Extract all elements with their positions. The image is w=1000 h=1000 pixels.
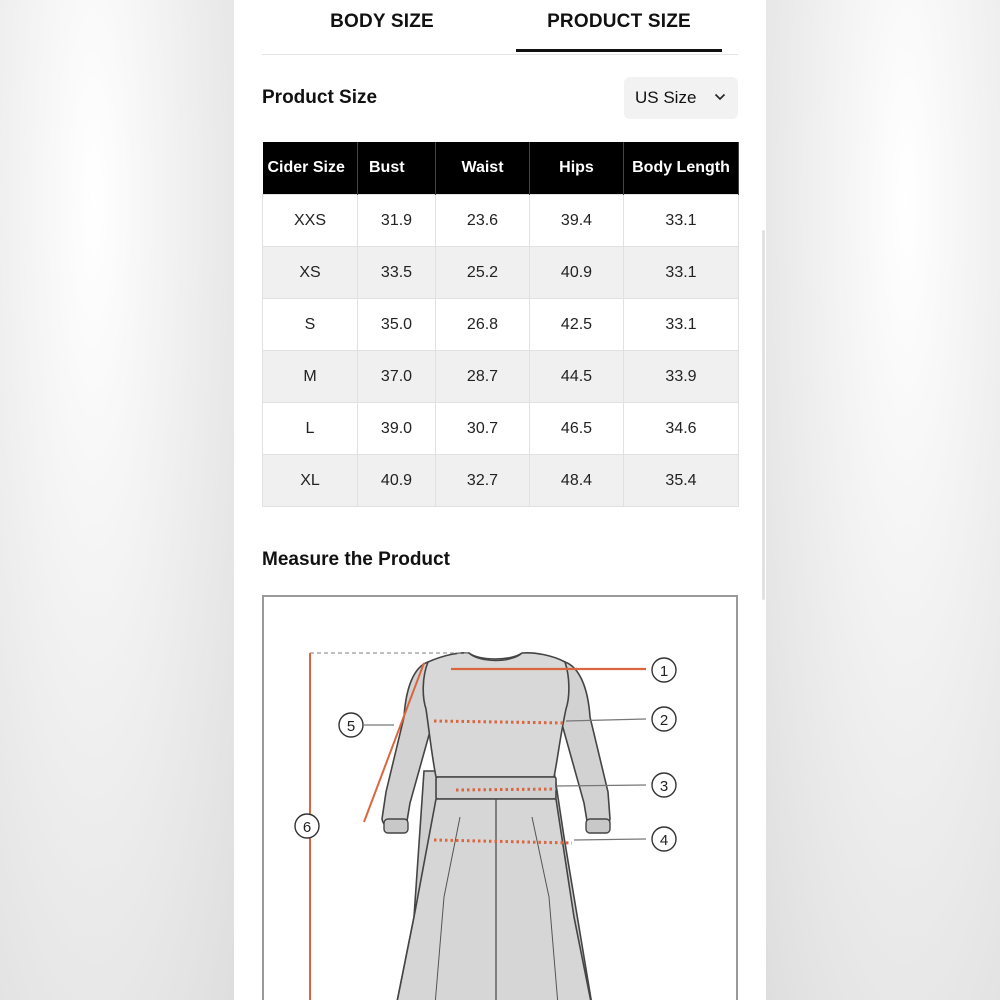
dress-diagram: [264, 597, 740, 1000]
measure-marker-2: [652, 707, 676, 731]
tab-body-size[interactable]: BODY SIZE: [330, 11, 434, 32]
scrollbar[interactable]: [762, 230, 765, 600]
cell-bust: 40.9: [358, 455, 436, 507]
cell-hips: 39.4: [530, 195, 624, 247]
dress-illustration: [382, 653, 610, 1000]
active-tab-indicator: [516, 49, 722, 52]
cell-hips: 40.9: [530, 247, 624, 299]
cell-size: L: [263, 403, 358, 455]
cell-waist: 26.8: [436, 299, 530, 351]
cell-size: S: [263, 299, 358, 351]
background-left: [0, 0, 234, 1000]
header-bust: Bust: [358, 142, 436, 195]
size-guide-panel: [234, 0, 766, 1000]
header-body-length: Body Length: [624, 142, 739, 195]
cell-hips: 48.4: [530, 455, 624, 507]
table-row: [263, 299, 739, 351]
cell-body-length: 33.9: [624, 351, 739, 403]
size-table: [262, 142, 739, 507]
header-hips: Hips: [530, 142, 624, 195]
cell-bust: 33.5: [358, 247, 436, 299]
table-row: [263, 403, 739, 455]
cell-waist: 25.2: [436, 247, 530, 299]
cell-body-length: 33.1: [624, 195, 739, 247]
cell-body-length: 34.6: [624, 403, 739, 455]
measure-marker-1: [652, 658, 676, 682]
cell-waist: 32.7: [436, 455, 530, 507]
table-row: [263, 351, 739, 403]
cell-size: XS: [263, 247, 358, 299]
table-row: [263, 455, 739, 507]
product-size-title: Product Size: [262, 87, 378, 108]
background-right: [766, 0, 1000, 1000]
measure-marker-5: [339, 713, 363, 737]
cell-bust: 39.0: [358, 403, 436, 455]
unit-size-value: US Size: [635, 88, 697, 107]
header-waist: Waist: [436, 142, 530, 195]
cell-bust: 35.0: [358, 299, 436, 351]
size-table-header: [263, 142, 739, 195]
table-row: [263, 247, 739, 299]
cell-hips: 42.5: [530, 299, 624, 351]
measure-marker-4: [652, 827, 676, 851]
measure-marker-1-label: 1: [659, 663, 669, 680]
measure-marker-5-label: 5: [346, 718, 356, 735]
unit-size-select[interactable]: [624, 77, 738, 119]
measure-marker-6: [295, 814, 319, 838]
measure-marker-6-label: 6: [302, 819, 312, 836]
measure-marker-2-label: 2: [659, 712, 669, 729]
header-cider-size: Cider Size: [263, 142, 358, 195]
size-tabs: [262, 0, 738, 55]
cell-body-length: 33.1: [624, 299, 739, 351]
tab-product-size[interactable]: PRODUCT SIZE: [547, 11, 691, 32]
cell-waist: 28.7: [436, 351, 530, 403]
cell-waist: 23.6: [436, 195, 530, 247]
cell-size: XXS: [263, 195, 358, 247]
cell-hips: 44.5: [530, 351, 624, 403]
measure-diagram: [262, 595, 738, 1000]
table-row: [263, 195, 739, 247]
cell-body-length: 35.4: [624, 455, 739, 507]
cell-bust: 37.0: [358, 351, 436, 403]
cell-waist: 30.7: [436, 403, 530, 455]
cell-hips: 46.5: [530, 403, 624, 455]
chevron-down-icon: [714, 91, 726, 103]
cell-body-length: 33.1: [624, 247, 739, 299]
measure-marker-3: [652, 773, 676, 797]
cell-bust: 31.9: [358, 195, 436, 247]
measure-marker-4-label: 4: [659, 832, 669, 849]
measure-product-title: Measure the Product: [262, 549, 450, 570]
cell-size: XL: [263, 455, 358, 507]
measure-marker-3-label: 3: [659, 778, 669, 795]
cell-size: M: [263, 351, 358, 403]
